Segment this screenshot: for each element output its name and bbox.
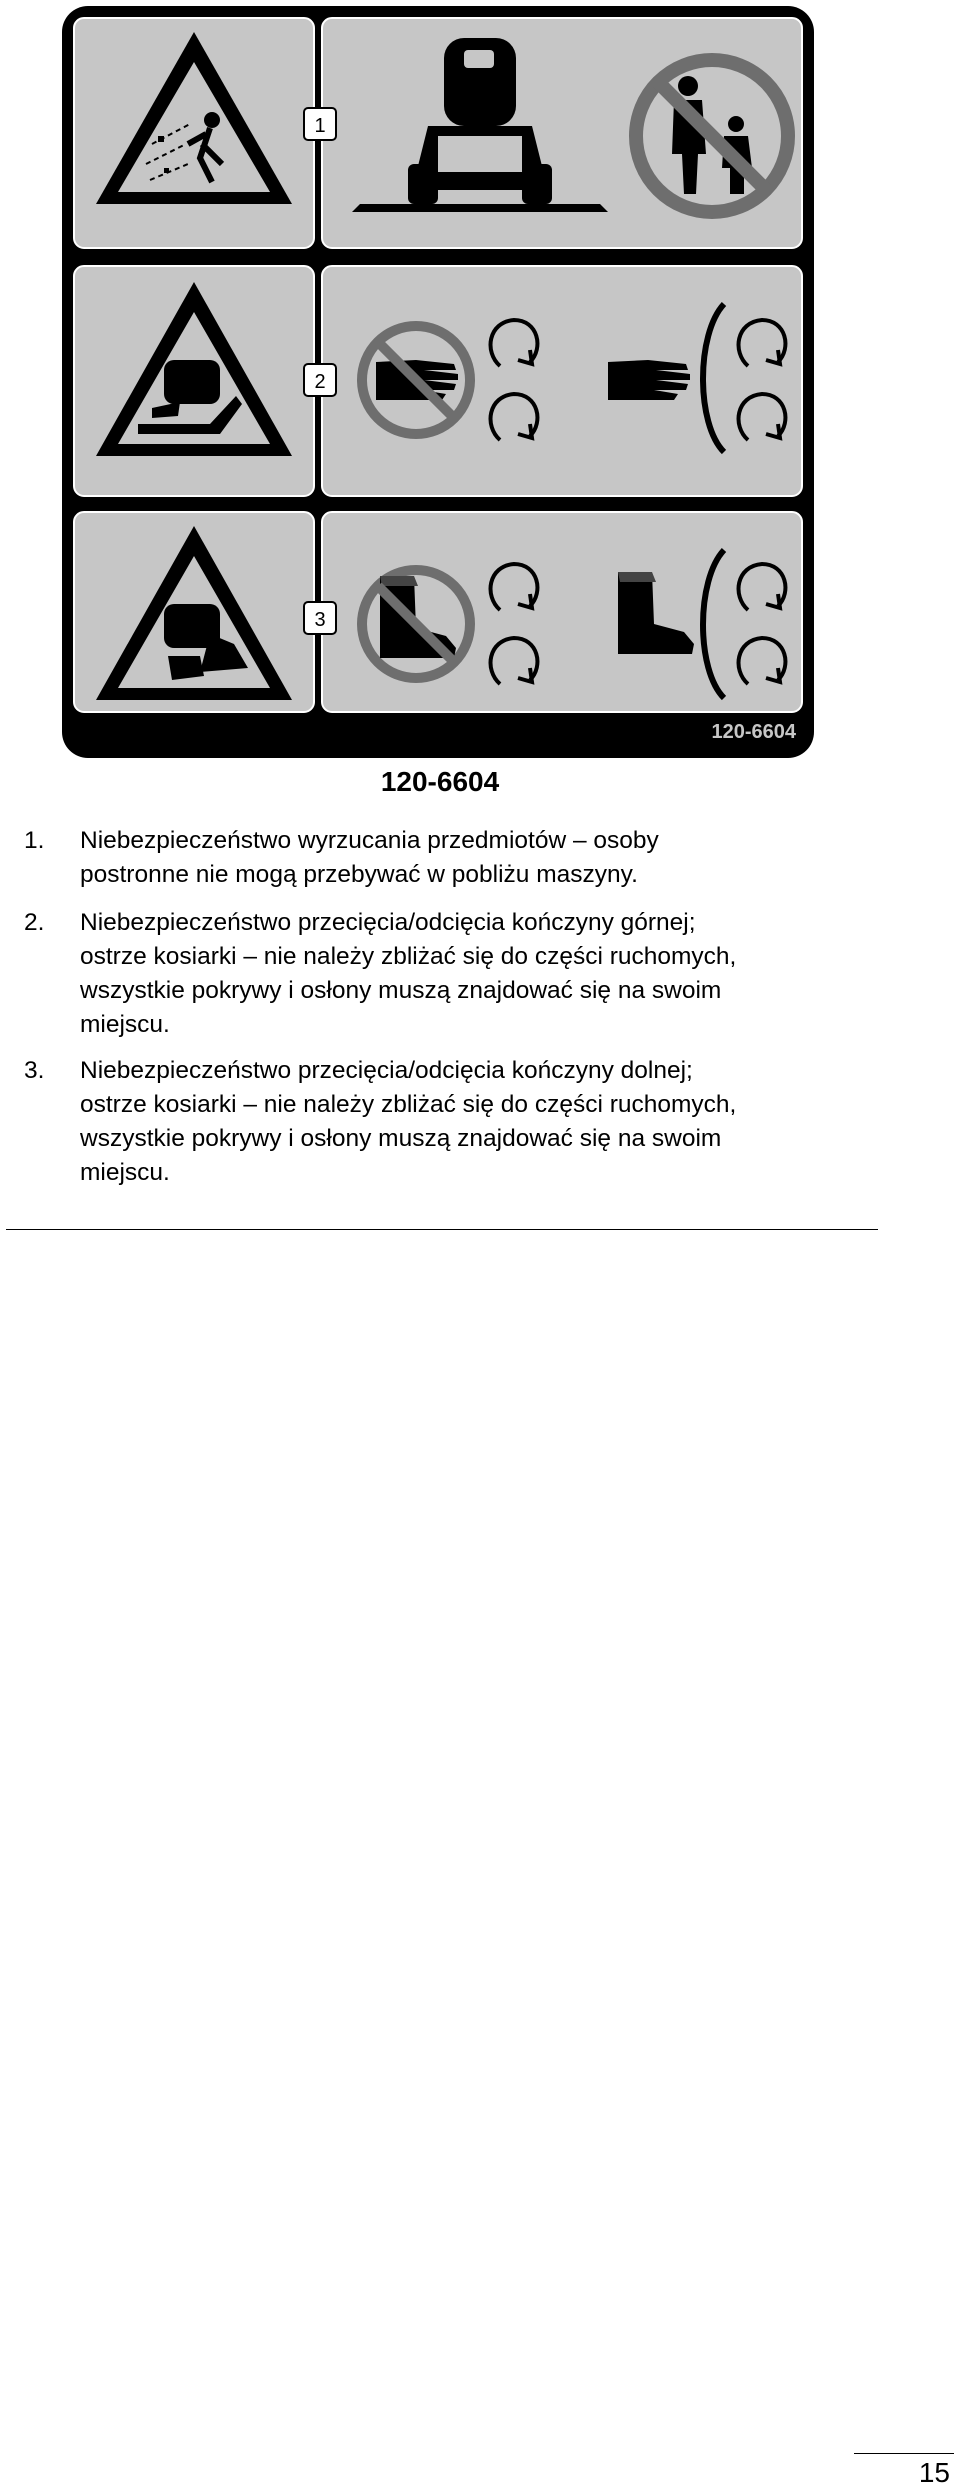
row-number-1 [304, 108, 336, 140]
item-text: Niebezpieczeństwo przecięcia/odcięcia kończyny dolnej; ostrze kosiarki – nie należy zbliżać się do części ruchomych, wszystkie pokrywy i osłony muszą znajdować się na swoim miejscu. [80, 1057, 737, 1186]
page-number: 15 [918, 2457, 950, 2488]
item-text: Niebezpieczeństwo przecięcia/odcięcia kończyny górnej; ostrze kosiarki – nie należy zbliżać się do części ruchomych, wszystkie pokrywy i osłony muszą znajdować się na swoim miejscu. [80, 909, 737, 1038]
safety-decal [60, 4, 816, 760]
row-number-2 [304, 364, 336, 396]
item-number: 2. [24, 909, 45, 936]
no-hands-near-blades-icon [362, 326, 470, 434]
svg-text:3: 3 [314, 609, 326, 631]
decal-caption: 120-6604 [380, 766, 500, 797]
keep-bystanders-away-icon [636, 60, 788, 212]
item-number: 1. [24, 827, 45, 854]
section-divider [6, 1229, 878, 1230]
item-number: 3. [24, 1057, 45, 1084]
decal-code-label: 120-6604 [711, 721, 796, 743]
footer-divider [854, 2453, 954, 2454]
svg-text:2: 2 [314, 371, 326, 393]
row-number-3 [304, 602, 336, 634]
item-text: Niebezpieczeństwo wyrzucania przedmiotów – osoby postronne nie mogą przebywać w pobliżu maszyny. [80, 827, 659, 888]
svg-text:1: 1 [314, 115, 326, 137]
no-feet-near-blades-icon [362, 570, 470, 678]
